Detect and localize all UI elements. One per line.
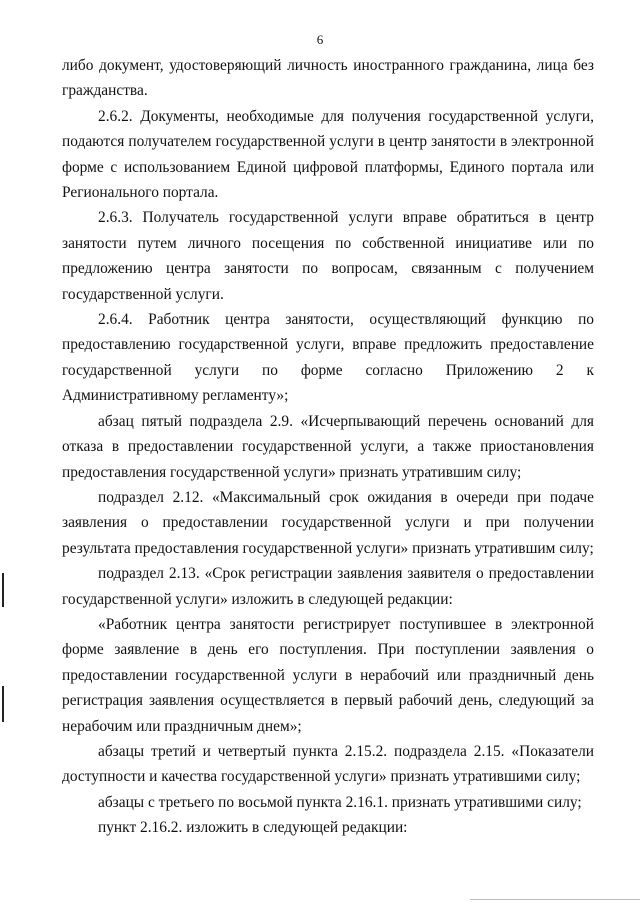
paragraph-2-6-3: 2.6.3. Получатель государственной услуги вправе обратиться в центр занятости путем личного посещения по собственной инициативе или по предложению центра занятости по вопросам, связанным с получением государственной услуги. [62, 209, 594, 303]
paragraph-section-2-12: подраздел 2.12. «Максимальный срок ожидания в очереди при подаче заявления о предоставлении государственной услуги и при получении результата предоставления государственной услуги» признать утратившим силу; [62, 488, 594, 557]
scan-artifact-mark [2, 573, 4, 607]
document-body [62, 53, 594, 841]
scan-artifact-line [470, 899, 640, 900]
page-number: 6 [316, 32, 324, 47]
paragraph-section-2-15: абзацы третий и четвертый пункта 2.15.2. подраздела 2.15. «Показатели доступности и качества государственной услуги» признать утратившими силу; [62, 742, 594, 786]
paragraph-continuation: либо документ, удостоверяющий личность иностранного гражданина, лица без гражданства. [62, 57, 594, 100]
paragraph-2-6-4: 2.6.4. Работник центра занятости, осуществляющий функцию по предоставлению государственной услуги, вправе предложить предоставление государственной услуги по форме согласно Приложению 2 к Административному регламенту»; [62, 311, 594, 405]
paragraph-section-2-9: абзац пятый подраздела 2.9. «Исчерпывающий перечень оснований для отказа в предоставлении государственной услуги, а также приостановления предоставления государственной услуги» признать утратившим силу; [62, 412, 594, 481]
paragraph-2-6-2: 2.6.2. Документы, необходимые для получения государственной услуги, подаются получателем государственной услуги в центр занятости в электронной форме с использованием Единой цифровой платформы, Единого портала или Регионального портала. [62, 107, 594, 202]
paragraph-point-2-16-2: пункт 2.16.2. изложить в следующей редакции: [98, 819, 408, 837]
paragraph-section-2-13: подраздел 2.13. «Срок регистрации заявления заявителя о предоставлении государственной услуги» изложить в следующей редакции: [62, 565, 594, 608]
paragraph-point-2-16-1: абзацы с третьего по восьмой пункта 2.16.1. признать утратившими силу; [98, 793, 582, 811]
scan-artifact-mark [2, 686, 4, 722]
paragraph-quote-registration: «Работник центра занятости регистрирует поступившее в электронной форме заявление в день его поступления. При поступлении заявления о предоставлении государственной услуги в нерабочий или праздничный день регистрация заявления осуществляется в первый рабочий день, следующий за нерабочим или праздничным днем»; [62, 615, 594, 735]
